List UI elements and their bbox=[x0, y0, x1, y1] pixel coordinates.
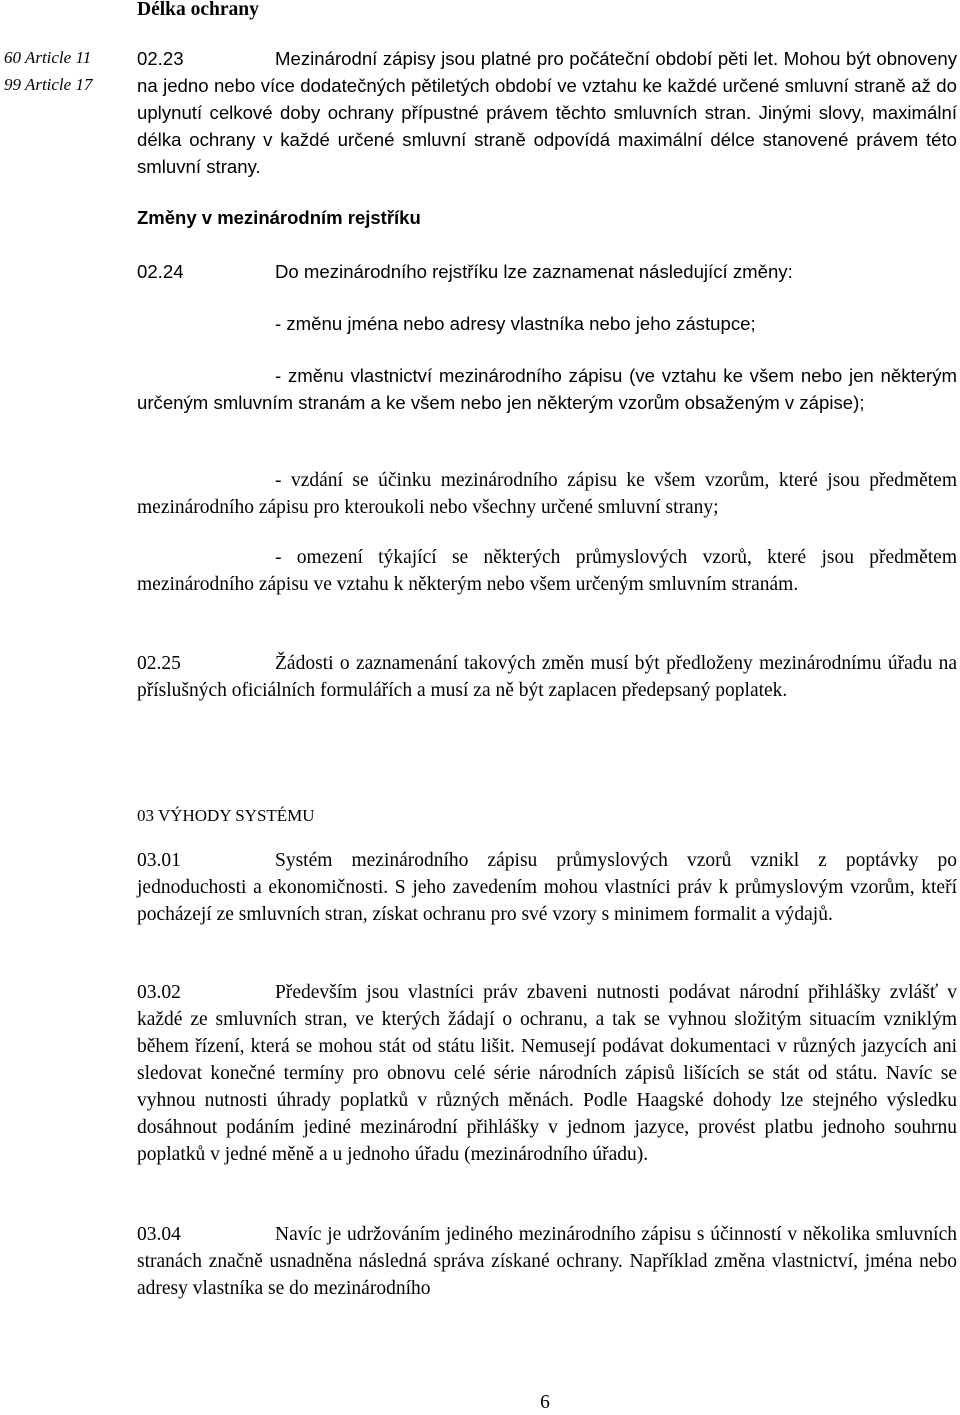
paragraph-number: 03.04 bbox=[137, 1224, 181, 1245]
paragraph-number: 03.02 bbox=[137, 982, 181, 1003]
paragraph-text: Systém mezinárodního zápisu průmyslových vzorů vznikl z poptávky po jednoduchosti a ekonomičnosti. S jeho zavedením mohou vlastníci práv k průmyslovým vzorům, kteří pocházejí ze smluvních stran, získat ochranu pro své vzory s minimem formalit a výdajů. bbox=[137, 850, 957, 925]
paragraph-02-25 bbox=[137, 650, 957, 704]
list-item-limitation bbox=[137, 544, 957, 598]
paragraph-text: Mezinárodní zápisy jsou platné pro počáteční období pěti let. Mohou být obnoveny na jedno nebo více dodatečných pětiletých období ve vztahu ke každé určené smluvní straně až do uplynutí celkové doby ochrany přípustné právem těchto smluvních stran. Jinými slovy, maximální délka ochrany v každé určené smluvní straně odpovídá maximální délce stanovené právem této smluvní strany. bbox=[137, 48, 957, 177]
paragraph-number: 02.23 bbox=[137, 48, 184, 69]
paragraph-03-04 bbox=[137, 1221, 957, 1302]
list-item-text: - omezení týkající se některých průmyslových vzorů, které jsou předmětem mezinárodního zápisu ve vztahu k některým nebo všem určeným smluvním stranám. bbox=[137, 547, 957, 595]
paragraph-03-01 bbox=[137, 847, 957, 928]
list-item-text: - změnu jména nebo adresy vlastníka nebo jeho zástupce; bbox=[275, 313, 756, 334]
paragraph-number: 02.25 bbox=[137, 653, 181, 674]
paragraph-02-23 bbox=[137, 45, 957, 180]
page-number: 6 bbox=[540, 1392, 550, 1413]
paragraph-text: Především jsou vlastníci práv zbaveni nutnosti podávat národní přihlášky zvlášť v každé ze smluvních stran, ve kterých žádají o ochranu, a tak se vyhnou složitým situacím vzniklým během řízení, která se mohou stát od státu lišit. Nemusejí podávat dokumentaci v různých jazycích ani sledovat konečné termíny pro obnovu celé série národních zápisů lišících se stát od státu. Navíc se vyhnou nutnosti úhrady poplatků v různých měnách. Podle Haagské dohody lze stejného výsledku dosáhnout podáním jediné mezinárodní přihlášky v jednom jazyce, provést platbu jednoho souhrnu poplatků v jedné měně a u jednoho úřadu (mezinárodního úřadu). bbox=[137, 982, 957, 1165]
paragraph-03-02 bbox=[137, 979, 957, 1168]
margin-note-article-17: 99 Article 17 bbox=[4, 75, 93, 94]
list-item-text: - vzdání se účinku mezinárodního zápisu ke všem vzorům, které jsou předmětem mezinárodního zápisu pro kteroukoli nebo všechny určené smluvní strany; bbox=[137, 470, 957, 518]
paragraph-text: Do mezinárodního rejstříku lze zaznamenat následující změny: bbox=[275, 261, 793, 282]
section-heading-03: 03 VÝHODY SYSTÉMU bbox=[137, 806, 315, 825]
list-item-name-change bbox=[137, 310, 957, 337]
paragraph-text: Navíc je udržováním jediného mezinárodního zápisu s účinností v několika smluvních stranách značně usnadněna následná správa získané ochrany. Například změna vlastnictví, jména nebo adresy vlastníka se do mezinárodního bbox=[137, 1224, 957, 1299]
margin-note-article-11: 60 Article 11 bbox=[4, 48, 92, 67]
list-item-ownership-change bbox=[137, 362, 957, 416]
heading-register-changes: Změny v mezinárodním rejstříku bbox=[137, 207, 421, 228]
paragraph-text: Žádosti o zaznamenání takových změn musí být předloženy mezinárodnímu úřadu na příslušných oficiálních formulářích a musí za ně být zaplacen předepsaný poplatek. bbox=[137, 653, 957, 701]
paragraph-number: 03.01 bbox=[137, 850, 181, 871]
list-item-text: - změnu vlastnictví mezinárodního zápisu (ve vztahu ke všem nebo jen některým určeným smluvním stranám a ke všem nebo jen některým vzorům obsaženým v zápise); bbox=[137, 365, 957, 413]
paragraph-number: 02.24 bbox=[137, 261, 184, 282]
paragraph-02-24 bbox=[137, 258, 957, 285]
list-item-renunciation bbox=[137, 467, 957, 521]
section-title-duration: Délka ochrany bbox=[137, 0, 259, 20]
